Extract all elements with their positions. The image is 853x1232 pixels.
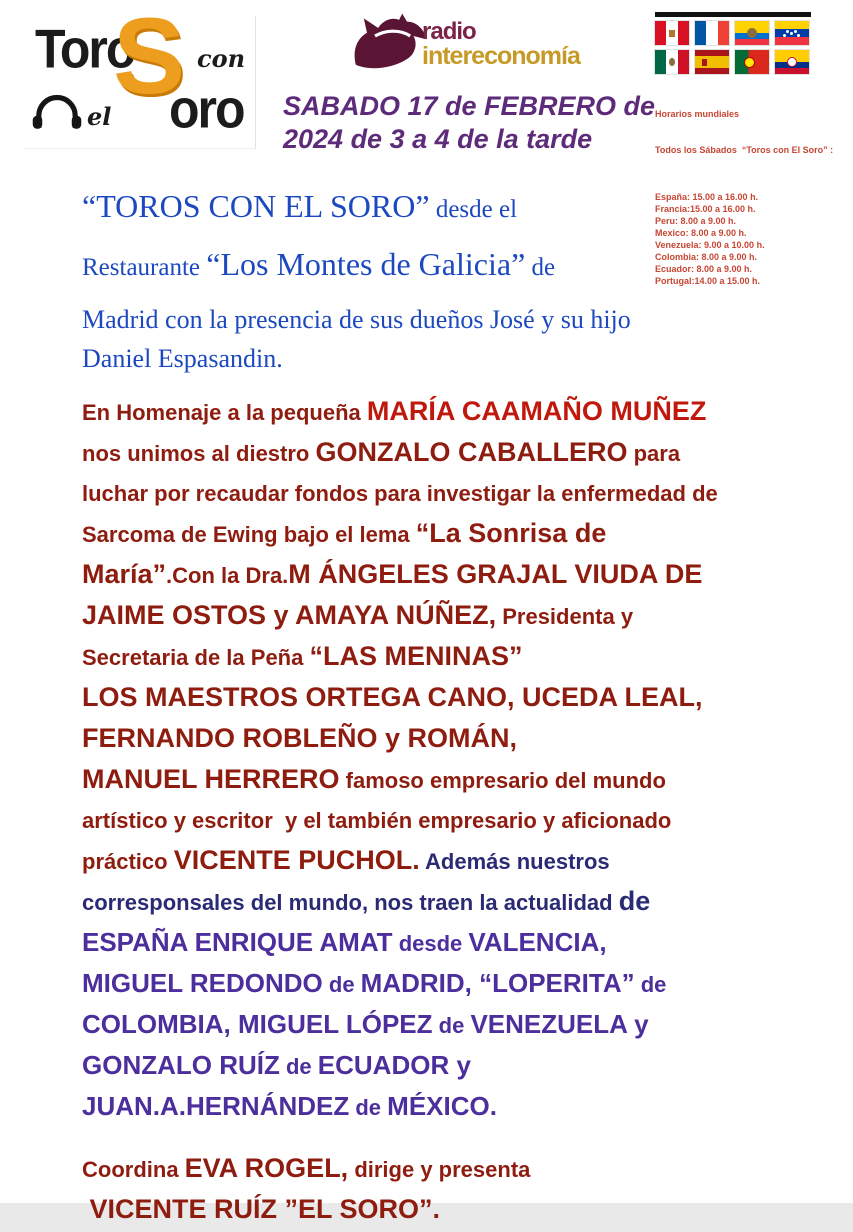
text-segment: nos unimos al diestro xyxy=(82,441,316,466)
text-line xyxy=(82,393,812,434)
intereconomia-word: intereconomía xyxy=(422,42,580,70)
logo-word-el: el xyxy=(87,102,112,131)
schedule-title-2: Todos los Sábados “Toros con El Soro” : xyxy=(655,145,834,155)
main-text xyxy=(82,186,812,1232)
text-segment: MADRID, “LOPERITA” xyxy=(360,968,635,998)
text-segment: “LAS MENINAS” xyxy=(309,641,523,671)
text-segment: FERNANDO ROBLEÑO y ROMÁN, xyxy=(82,723,518,753)
text-segment: Restaurante xyxy=(82,254,207,281)
text-segment: EVA ROGEL, xyxy=(184,1153,349,1183)
portugal-flag xyxy=(735,50,769,74)
text-line xyxy=(82,515,812,556)
top-black-bar xyxy=(655,12,811,17)
text-line xyxy=(82,597,812,638)
text-segment: Secretaria de la Peña xyxy=(82,645,310,670)
text-segment: “TOROS CON EL SORO” xyxy=(82,188,430,224)
text-segment: ECUADOR y xyxy=(317,1050,471,1080)
logo-word-con: con xyxy=(197,44,246,73)
text-segment: artístico y escritor y el también empresario y aficionado xyxy=(82,808,672,833)
text-line xyxy=(82,1006,812,1047)
text-line xyxy=(82,924,812,965)
text-segment: de xyxy=(634,972,667,997)
text-segment: famoso empresario del mundo xyxy=(339,768,666,793)
schedule-entry: Colombia: 8.00 a 9.00 h. xyxy=(655,252,758,262)
text-segment: de xyxy=(432,1013,471,1038)
text-line xyxy=(82,1191,812,1232)
text-segment: práctico xyxy=(82,849,174,874)
text-segment: de xyxy=(279,1054,318,1079)
text-line xyxy=(82,965,812,1006)
text-line xyxy=(82,883,812,924)
text-segment: desde el xyxy=(429,196,518,223)
schedule-entry: Francia:15.00 a 16.00 h. xyxy=(655,204,756,214)
text-segment: GONZALO RUÍZ xyxy=(82,1050,280,1080)
text-segment: “La Sonrisa de xyxy=(415,518,607,548)
text-segment: JAIME OSTOS y AMAYA NÚÑEZ, xyxy=(82,600,497,630)
text-line xyxy=(82,475,812,515)
text-segment: de xyxy=(322,972,361,997)
text-segment: .Con la Dra. xyxy=(166,563,289,588)
text-segment: Sarcoma de Ewing bajo el lema xyxy=(82,522,416,547)
mexico-flag xyxy=(655,50,689,74)
text-segment: MANUEL HERRERO xyxy=(82,764,340,794)
schedule-title-1: Horarios mundiales xyxy=(655,109,740,119)
text-line xyxy=(82,679,812,720)
logo-big-s: S xyxy=(113,0,186,116)
ecuador-flag xyxy=(735,21,769,45)
text-segment: Daniel Espasandin. xyxy=(82,344,283,373)
schedule-entry: Venezuela: 9.00 a 10.00 h. xyxy=(655,240,765,250)
text-line xyxy=(82,302,812,341)
text-line xyxy=(82,341,812,380)
schedule-entry: Mexico: 8.00 a 9.00 h. xyxy=(655,228,747,238)
text-line xyxy=(82,720,812,761)
logo-word-oro: oro xyxy=(169,78,244,140)
toros-con-el-soro-logo xyxy=(25,0,256,149)
text-segment: ESPAÑA ENRIQUE AMAT xyxy=(82,927,393,957)
text-line xyxy=(82,761,812,802)
colombia-flag xyxy=(775,50,809,74)
schedule-entry: Ecuador: 8.00 a 9.00 h. xyxy=(655,264,753,274)
text-line xyxy=(82,1150,812,1191)
date-line-2: 2024 de 3 a 4 de la tarde xyxy=(283,124,593,154)
text-segment: de xyxy=(349,1095,388,1120)
venezuela-flag xyxy=(775,21,809,45)
text-segment: desde xyxy=(392,931,469,956)
text-line xyxy=(82,244,812,291)
radio-intereconomia-logo xyxy=(350,12,580,76)
text-segment: JUAN.A.HERNÁNDEZ xyxy=(82,1091,350,1121)
text-segment: LOS MAESTROS ORTEGA CANO, UCEDA LEAL, xyxy=(82,682,703,712)
schedule-entry: Peru: 8.00 a 9.00 h. xyxy=(655,216,737,226)
schedule-entry: España: 15.00 a 16.00 h. xyxy=(655,192,759,202)
text-segment: de xyxy=(618,886,651,916)
headline-paragraph xyxy=(82,186,812,380)
text-segment: VICENTE RUÍZ ”EL SORO”. xyxy=(82,1194,441,1224)
peru-flag xyxy=(655,21,689,45)
text-segment: COLOMBIA, MIGUEL LÓPEZ xyxy=(82,1009,433,1039)
schedule-entry: Portugal:14.00 a 15.00 h. xyxy=(655,276,761,286)
radio-logo-text xyxy=(422,20,580,69)
logo-second-row xyxy=(31,78,251,144)
text-segment: Madrid con la presencia de sus dueños José y su hijo xyxy=(82,305,631,334)
text-line xyxy=(82,434,812,475)
france-flag xyxy=(695,21,729,45)
body-paragraph xyxy=(82,393,812,1232)
text-segment: MÉXICO. xyxy=(387,1091,497,1121)
text-segment: “Los Montes de Galicia” xyxy=(206,246,526,282)
text-segment: María” xyxy=(82,559,167,589)
text-segment: de xyxy=(525,254,556,281)
text-segment: M ÁNGELES GRAJAL VIUDA DE xyxy=(288,559,703,589)
date-line-1: SABADO 17 de FEBRERO de xyxy=(283,91,656,121)
text-segment: En Homenaje a la pequeña xyxy=(82,400,367,425)
logo-word-toro: Toro xyxy=(35,18,135,80)
text-line xyxy=(82,186,812,233)
text-segment: corresponsales del mundo, nos traen la actualidad xyxy=(82,890,619,915)
headphones-icon xyxy=(31,96,83,137)
flag-grid xyxy=(655,21,817,74)
spain-flag xyxy=(695,50,729,74)
text-line xyxy=(82,556,812,597)
text-segment: VALENCIA, xyxy=(468,927,607,957)
text-segment: VICENTE PUCHOL. xyxy=(173,845,420,875)
radio-word: radio xyxy=(422,18,476,45)
text-line xyxy=(82,1047,812,1088)
text-segment: Además nuestros xyxy=(419,849,610,874)
text-segment: MARÍA CAAMAÑO MUÑEZ xyxy=(366,396,707,426)
text-segment: Presidenta y xyxy=(496,604,634,629)
bull-icon xyxy=(350,12,432,76)
text-line xyxy=(82,842,812,883)
text-line xyxy=(82,638,812,679)
text-segment: MIGUEL REDONDO xyxy=(82,968,323,998)
text-segment: para xyxy=(627,441,681,466)
text-segment: GONZALO CABALLERO xyxy=(315,437,628,467)
text-segment: dirige y presenta xyxy=(348,1157,531,1182)
text-segment: VENEZUELA y xyxy=(470,1009,649,1039)
date-banner xyxy=(283,90,663,156)
text-line xyxy=(82,1088,812,1129)
text-segment: luchar por recaudar fondos para investigar la enfermedad de xyxy=(82,481,718,506)
text-line xyxy=(82,802,812,842)
text-segment: Coordina xyxy=(82,1157,185,1182)
